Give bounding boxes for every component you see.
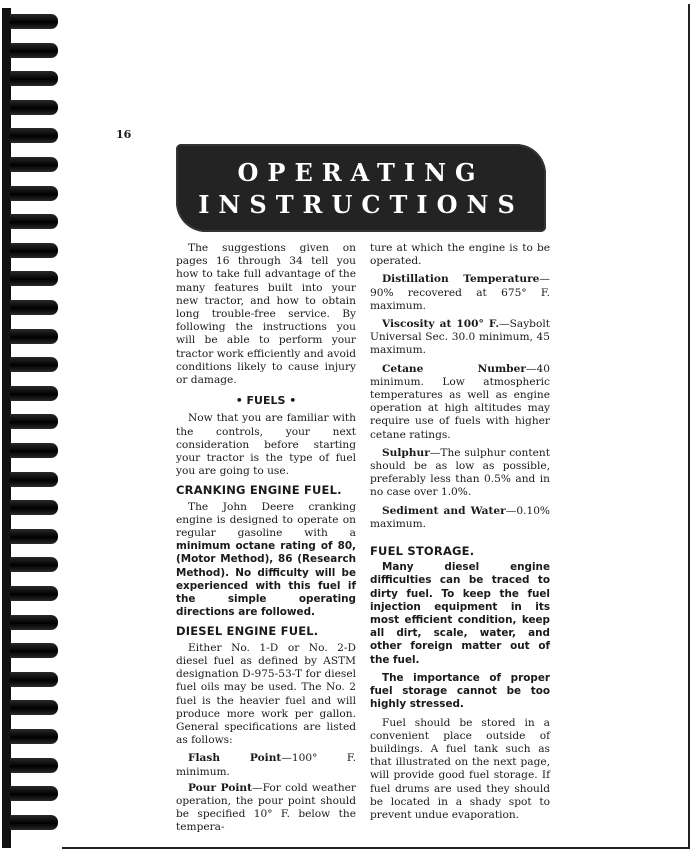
binding-coil bbox=[10, 157, 58, 172]
binding-coil bbox=[10, 186, 58, 201]
storage-warning-2: The importance of proper fuel storage cannot be too highly stressed. bbox=[370, 671, 550, 711]
binding-coil bbox=[10, 700, 58, 715]
binding-coil bbox=[10, 615, 58, 630]
cetane-term: Cetane Number bbox=[382, 362, 526, 375]
flash-point-spec bbox=[176, 752, 356, 778]
binding-coil bbox=[10, 443, 58, 458]
binding-coil bbox=[10, 329, 58, 344]
sediment-term: Sediment and Water bbox=[382, 504, 506, 517]
page-number: 16 bbox=[116, 128, 132, 141]
binding-coil bbox=[10, 100, 58, 115]
title-banner bbox=[176, 144, 546, 232]
distillation-spec bbox=[370, 273, 550, 313]
binding-coil bbox=[10, 672, 58, 687]
right-column bbox=[370, 242, 550, 827]
diesel-paragraph: Either No. 1-D or No. 2-D diesel fuel as defined by ASTM designation D-975-53-T for diesel fuel oils may be used. The No. 2 fuel is the heavier fuel and will produce more work per gallon. General specifications are listed as follows: bbox=[176, 641, 356, 747]
pour-point-value: —For cold weather operation, the pour point should be specified 10° F. below the tempera- bbox=[176, 781, 356, 834]
storage-warning-1: Many diesel engine difficulties can be traced to dirty fuel. To keep the fuel injection equipment in its most efficient condition, keep all dirt, scale, water, and other foreign matter out of the fuel. bbox=[370, 561, 550, 666]
cranking-text: The John Deere cranking engine is designed to operate on regular gasoline with a bbox=[176, 500, 356, 540]
left-column bbox=[176, 242, 356, 840]
pour-point-continued: ture at which the engine is to be operated. bbox=[370, 242, 550, 268]
binding-coil bbox=[10, 586, 58, 601]
pour-point-term: Pour Point bbox=[188, 781, 253, 794]
binding-coil bbox=[10, 243, 58, 258]
binding-coil bbox=[10, 414, 58, 429]
fuels-heading: • FUELS • bbox=[235, 394, 297, 408]
binding-coil bbox=[10, 300, 58, 315]
binding-coil bbox=[10, 14, 58, 29]
binding-coil bbox=[10, 386, 58, 401]
fuels-paragraph: Now that you are familiar with the controls, your next consideration before starting your tractor is the type of fuel you are going to use. bbox=[176, 412, 356, 478]
cetane-spec bbox=[370, 363, 550, 442]
distillation-term: Distillation Temperature bbox=[382, 273, 540, 286]
pour-point-spec bbox=[176, 782, 356, 835]
diesel-heading: DIESEL ENGINE FUEL. bbox=[176, 624, 319, 639]
sulphur-spec bbox=[370, 447, 550, 500]
binding-coil bbox=[10, 500, 58, 515]
binding-coil bbox=[10, 815, 58, 830]
viscosity-term: Viscosity at 100° F. bbox=[382, 318, 500, 331]
cranking-octane-text: minimum octane rating of 80, (Motor Method), 86 (Research Method). No difficulty will be experienced with this fuel if the simple operating directions are followed. bbox=[176, 540, 356, 619]
storage-heading: FUEL STORAGE. bbox=[370, 544, 475, 559]
binding-coil bbox=[10, 271, 58, 286]
flash-point-value: —100° F. minimum. bbox=[176, 752, 356, 778]
binding-coil bbox=[10, 43, 58, 58]
title-instructions: INSTRUCTIONS bbox=[198, 190, 524, 219]
flash-point-term: Flash Point bbox=[188, 752, 282, 765]
binding-coil bbox=[10, 214, 58, 229]
binding-coil bbox=[10, 557, 58, 572]
title-operating: OPERATING bbox=[237, 158, 485, 187]
binding-coil bbox=[10, 357, 58, 372]
distillation-value: —90% recovered at 675° F. maximum. bbox=[370, 273, 550, 312]
sulphur-term: Sulphur bbox=[382, 446, 430, 459]
sulphur-value: —The sulphur content should be as low as possible, preferably less than 0.5% and in no case over 1.0%. bbox=[370, 446, 550, 499]
binding-coil bbox=[10, 786, 58, 801]
binding-coil bbox=[10, 729, 58, 744]
cranking-heading: CRANKING ENGINE FUEL. bbox=[176, 483, 342, 498]
cetane-value: —40 minimum. Low atmospheric temperatures as well as engine operation at high altitudes may require use of fuels with higher cetane ratings. bbox=[370, 362, 550, 441]
cranking-paragraph bbox=[176, 501, 356, 620]
viscosity-spec bbox=[370, 318, 550, 358]
binding-coil bbox=[10, 128, 58, 143]
binding-coil bbox=[10, 758, 58, 773]
binding-coil bbox=[10, 472, 58, 487]
storage-paragraph: Fuel should be stored in a convenient place outside of buildings. A fuel tank such as that illustrated on the next page, will provide good fuel storage. If fuel drums are used they should be located in a shady spot to prevent undue evaporation. bbox=[370, 716, 550, 821]
spiral-binding bbox=[0, 0, 62, 855]
intro-paragraph: The suggestions given on pages 16 through 34 tell you how to take full advantage of the many features built into your new tractor, and how to obtain long trouble-free service. By following the instructions you will be able to perform your tractor work efficiently and avoid conditions likely to cause injury or damage. bbox=[176, 242, 356, 387]
sediment-value: —0.10% maximum. bbox=[370, 504, 550, 530]
binding-coil bbox=[10, 643, 58, 658]
binding-coil bbox=[10, 71, 58, 86]
binding-coil bbox=[10, 529, 58, 544]
sediment-spec bbox=[370, 505, 550, 531]
viscosity-value: —Saybolt Universal Sec. 30.0 minimum, 45 maximum. bbox=[370, 318, 550, 357]
